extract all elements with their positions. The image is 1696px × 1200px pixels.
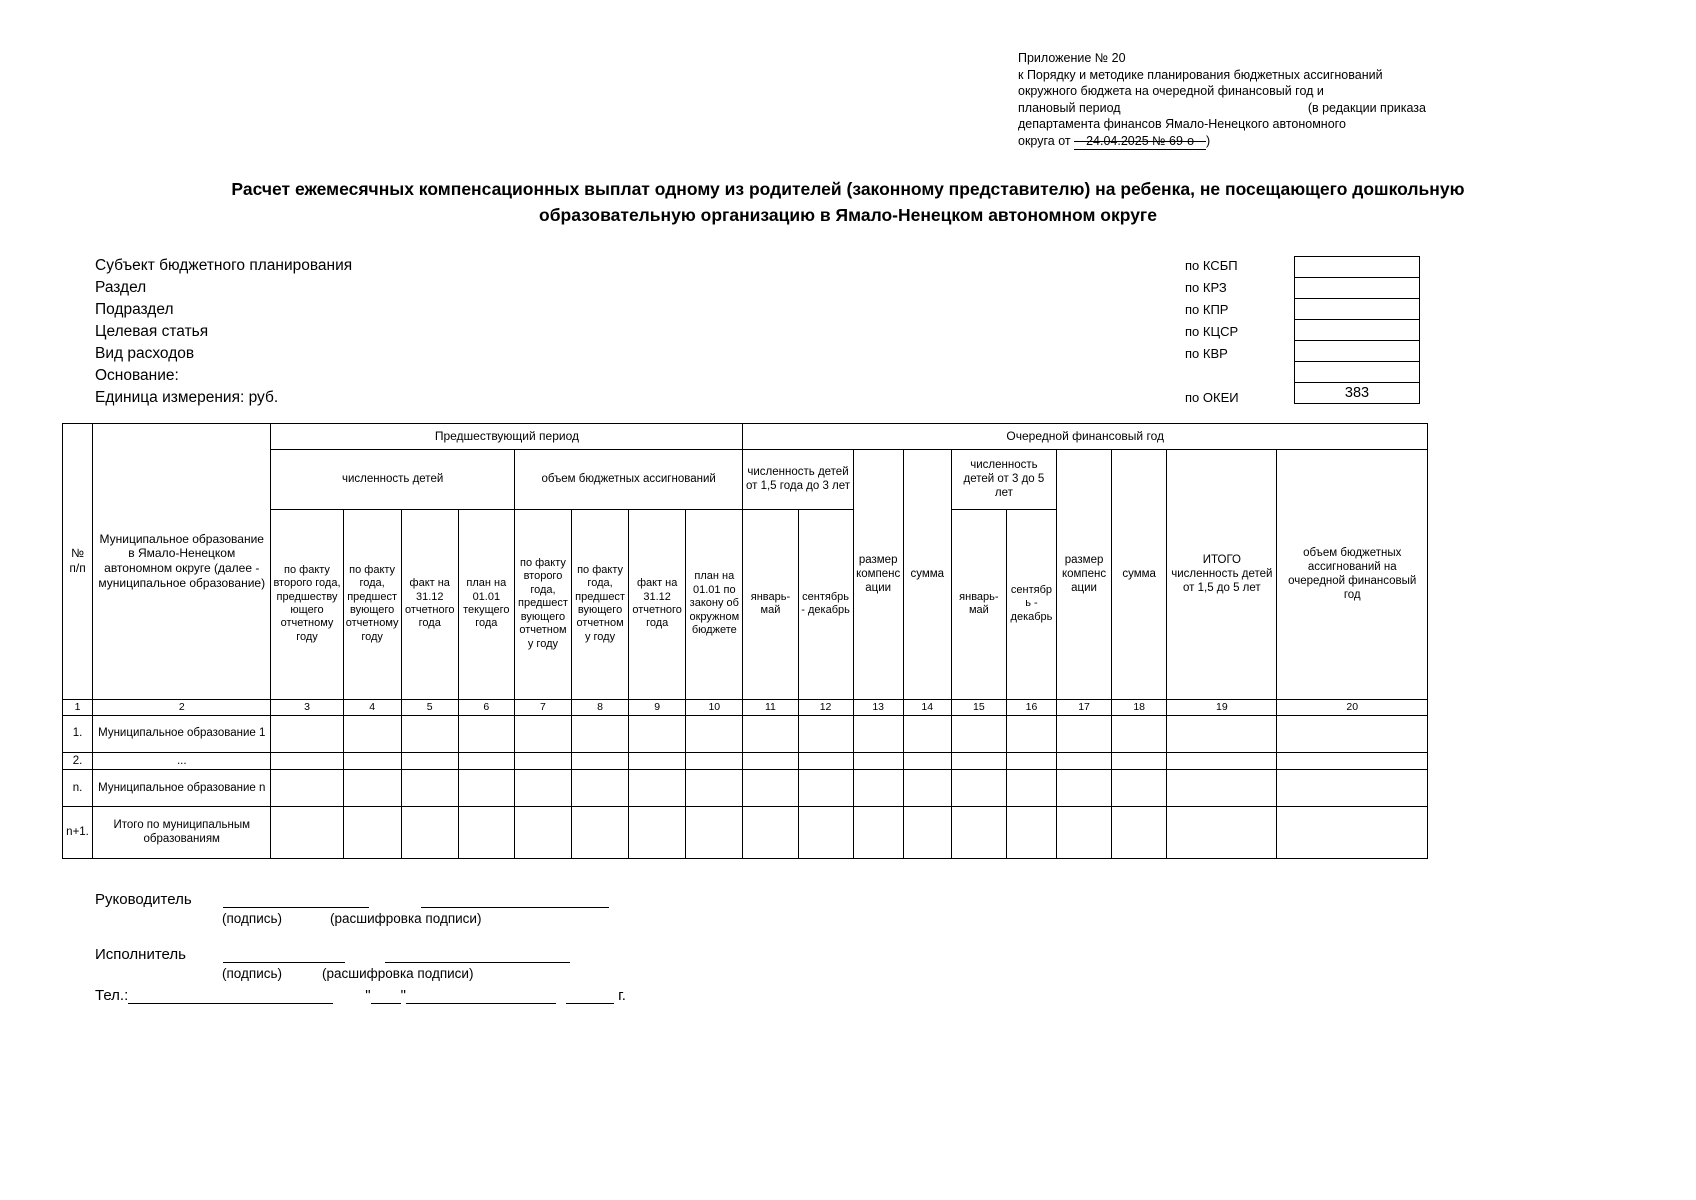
code-box-column <box>1294 256 1420 404</box>
appendix-line-3: окружного бюджета на очередной финансовый год и <box>1018 84 1324 98</box>
subheader-col-12: сентябрь - декабрь <box>798 509 853 699</box>
header-prev-period: Предшествующий период <box>271 423 743 449</box>
form-row-podrazdel <box>95 299 1428 321</box>
executor-signature-line <box>223 946 345 963</box>
phone-label: Тел.: <box>95 986 129 1004</box>
header-budget-volume: объем бюджетных ассигнований <box>514 449 743 509</box>
header-comp-size-1: размер компенсации <box>853 449 903 699</box>
colnum-cell: 12 <box>798 699 853 715</box>
table-row <box>63 715 1428 752</box>
empty-cell <box>514 806 571 858</box>
head-decode-line <box>421 891 609 908</box>
empty-cell <box>1006 806 1056 858</box>
empty-cell <box>271 715 343 752</box>
form-field-label: Целевая статья <box>95 322 209 340</box>
header-municipality: Муниципальное образование в Ямало-Ненецком автономном округе (далее - муниципальное образование) <box>93 423 271 699</box>
empty-cell <box>743 806 798 858</box>
empty-cell <box>743 752 798 769</box>
appendix-line-4-right: (в редакции приказа <box>1307 100 1426 115</box>
date-year-line <box>566 987 614 1004</box>
colnum-cell: 5 <box>401 699 458 715</box>
subheader-col-4: по факту года, предшествующего отчетному году <box>343 509 401 699</box>
code-box-osnovanie <box>1294 361 1420 383</box>
empty-cell <box>743 769 798 806</box>
empty-cell <box>458 806 514 858</box>
empty-cell <box>343 769 401 806</box>
colnum-cell: 7 <box>514 699 571 715</box>
empty-cell <box>401 752 458 769</box>
executor-decode-line <box>385 946 570 963</box>
empty-cell <box>686 715 743 752</box>
empty-cell <box>951 715 1006 752</box>
empty-cell <box>271 806 343 858</box>
subheader-col-8: по факту года, предшествующего отчетному году <box>572 509 629 699</box>
empty-cell <box>343 806 401 858</box>
empty-cell <box>572 752 629 769</box>
empty-cell <box>1057 752 1112 769</box>
form-code-label: по КПР <box>1185 302 1229 317</box>
phone-row <box>95 987 1696 1004</box>
empty-cell <box>629 715 686 752</box>
appendix-note <box>1018 0 1426 150</box>
table-row <box>63 752 1428 769</box>
empty-cell <box>1112 752 1167 769</box>
empty-cell <box>686 769 743 806</box>
date-quote-open: " <box>365 986 371 1004</box>
page-title-line-2: образовательную организацию в Ямало-Ненецком автономном округе <box>539 205 1157 226</box>
head-signature-row <box>95 891 1696 908</box>
page-title <box>0 176 1696 229</box>
colnum-cell: 14 <box>903 699 951 715</box>
subheader-col-7: по факту второго года, предшествующего отчетному году <box>514 509 571 699</box>
colnum-cell: 11 <box>743 699 798 715</box>
row-number-cell: 1. <box>63 715 93 752</box>
municipality-cell: ... <box>93 752 271 769</box>
colnum-cell: 13 <box>853 699 903 715</box>
header-fin-year: Очередной финансовый год <box>743 423 1428 449</box>
empty-cell <box>514 715 571 752</box>
empty-cell <box>1006 769 1056 806</box>
row-number-cell: n. <box>63 769 93 806</box>
code-box-kpr <box>1294 298 1420 320</box>
form-field-label: Вид расходов <box>95 344 195 362</box>
empty-cell <box>572 806 629 858</box>
form-code-label: по КВР <box>1185 346 1228 361</box>
signature-caption: (подпись) <box>222 910 283 926</box>
empty-cell <box>903 769 951 806</box>
table-row <box>63 806 1428 858</box>
empty-cell <box>686 752 743 769</box>
colnum-cell: 20 <box>1277 699 1428 715</box>
empty-cell <box>1277 752 1428 769</box>
empty-cell <box>1057 769 1112 806</box>
empty-cell <box>903 806 951 858</box>
calculation-table <box>62 423 1428 859</box>
empty-cell <box>629 806 686 858</box>
colnum-cell: 18 <box>1112 699 1167 715</box>
code-box-okei: 383 <box>1294 382 1420 404</box>
empty-cell <box>798 715 853 752</box>
form-code-label: по ОКЕИ <box>1185 390 1239 405</box>
form-field-label: Субъект бюджетного планирования <box>95 256 353 274</box>
empty-cell <box>686 806 743 858</box>
colnum-cell: 17 <box>1057 699 1112 715</box>
page-title-line-1: Расчет ежемесячных компенсационных выплат одному из родителей (законному представителю) на ребенка, не посещающего дошкольную <box>231 179 1465 199</box>
form-code-label: по КЦСР <box>1185 324 1239 339</box>
empty-cell <box>1112 806 1167 858</box>
empty-cell <box>853 752 903 769</box>
form-field-label: Основание: <box>95 366 179 384</box>
executor-captions-row <box>95 966 1696 981</box>
colnum-cell: 9 <box>629 699 686 715</box>
form-row-osnovanie <box>95 365 1428 387</box>
code-box-ksbp <box>1294 256 1420 278</box>
header-comp-size-2: размер компенсации <box>1057 449 1112 699</box>
form-row-razdel <box>95 277 1428 299</box>
empty-cell <box>401 806 458 858</box>
empty-cell <box>1277 769 1428 806</box>
empty-cell <box>458 769 514 806</box>
form-field-label: Раздел <box>95 278 147 296</box>
empty-cell <box>1167 806 1277 858</box>
row-number-cell: 2. <box>63 752 93 769</box>
code-box-kcsr <box>1294 319 1420 341</box>
appendix-line-2: к Порядку и методике планирования бюджетных ассигнований <box>1018 67 1383 82</box>
empty-cell <box>951 769 1006 806</box>
empty-cell <box>401 769 458 806</box>
empty-cell <box>458 715 514 752</box>
empty-cell <box>798 806 853 858</box>
appendix-line-6 <box>1018 133 1426 151</box>
empty-cell <box>798 769 853 806</box>
empty-cell <box>514 769 571 806</box>
empty-cell <box>903 752 951 769</box>
subheader-col-3: по факту второго года, предшествующего отчетному году <box>271 509 343 699</box>
empty-cell <box>1167 769 1277 806</box>
empty-cell <box>1057 715 1112 752</box>
header-total-children: ИТОГО численность детей от 1,5 до 5 лет <box>1167 449 1277 699</box>
empty-cell <box>1006 715 1056 752</box>
empty-cell <box>1006 752 1056 769</box>
empty-cell <box>853 806 903 858</box>
decode-caption: (расшифровка подписи) <box>330 910 482 926</box>
header-children-count: численность детей <box>271 449 514 509</box>
empty-cell <box>514 752 571 769</box>
subheader-col-11: январь-май <box>743 509 798 699</box>
signature-section <box>95 891 1696 1004</box>
empty-cell <box>572 715 629 752</box>
header-children-1-5-to-3: численность детей от 1,5 года до 3 лет <box>743 449 853 509</box>
subheader-col-15: январь-май <box>951 509 1006 699</box>
executor-signature-row <box>95 946 1696 963</box>
executor-label: Исполнитель <box>95 945 186 963</box>
year-suffix: г. <box>618 986 626 1004</box>
colnum-cell: 16 <box>1006 699 1056 715</box>
subheader-col-10: план на 01.01 по закону об окружном бюджете <box>686 509 743 699</box>
colnum-cell: 6 <box>458 699 514 715</box>
table-row <box>63 769 1428 806</box>
date-quote-close: " <box>400 986 406 1004</box>
empty-cell <box>1167 752 1277 769</box>
empty-cell <box>271 752 343 769</box>
empty-cell <box>743 715 798 752</box>
empty-cell <box>853 769 903 806</box>
phone-line <box>128 987 333 1004</box>
form-row-celevaya <box>95 321 1428 343</box>
empty-cell <box>951 752 1006 769</box>
empty-cell <box>798 752 853 769</box>
empty-cell <box>572 769 629 806</box>
empty-cell <box>343 715 401 752</box>
empty-cell <box>1277 806 1428 858</box>
colnum-cell: 4 <box>343 699 401 715</box>
colnum-cell: 1 <box>63 699 93 715</box>
signature-caption: (подпись) <box>222 965 283 981</box>
empty-cell <box>629 769 686 806</box>
empty-cell <box>1112 769 1167 806</box>
form-row-subject <box>95 255 1428 277</box>
empty-cell <box>629 752 686 769</box>
subheader-col-6: план на 01.01 текущего года <box>458 509 514 699</box>
subheader-col-9: факт на 31.12 отчетного года <box>629 509 686 699</box>
empty-cell <box>343 752 401 769</box>
empty-cell <box>1057 806 1112 858</box>
head-captions-row <box>95 911 1696 926</box>
header-row-1 <box>63 423 1428 449</box>
empty-cell <box>1277 715 1428 752</box>
municipality-cell: Муниципальное образование 1 <box>93 715 271 752</box>
form-field-label: Единица измерения: руб. <box>95 388 279 406</box>
appendix-order-prefix: округа от <box>1018 133 1071 148</box>
header-sum-2: сумма <box>1112 449 1167 699</box>
empty-cell <box>271 769 343 806</box>
row-number-cell: n+1. <box>63 806 93 858</box>
empty-cell <box>1167 715 1277 752</box>
header-children-3-to-5: численность детей от 3 до 5 лет <box>951 449 1056 509</box>
code-box-kvr <box>1294 340 1420 362</box>
form-code-label: по КСБП <box>1185 258 1238 273</box>
appendix-order-suffix: ) <box>1206 133 1211 148</box>
header-num: № п/п <box>63 423 93 699</box>
form-code-label: по КРЗ <box>1185 280 1227 295</box>
decode-caption: (расшифровка подписи) <box>322 965 474 981</box>
subheader-col-16: сентябрь - декабрь <box>1006 509 1056 699</box>
appendix-line-4-left: плановый период <box>1018 100 1121 115</box>
empty-cell <box>401 715 458 752</box>
colnum-cell: 3 <box>271 699 343 715</box>
colnum-cell: 19 <box>1167 699 1277 715</box>
header-sum-1: сумма <box>903 449 951 699</box>
colnum-cell: 2 <box>93 699 271 715</box>
head-label: Руководитель <box>95 890 192 908</box>
date-month-line <box>406 987 556 1004</box>
form-row-vid-rashodov <box>95 343 1428 365</box>
colnum-cell: 15 <box>951 699 1006 715</box>
appendix-line-4 <box>1018 100 1426 117</box>
empty-cell <box>903 715 951 752</box>
form-row-edinica <box>95 387 1428 409</box>
header-budget-fin-year: объем бюджетных ассигнований на очередной финансовый год <box>1277 449 1428 699</box>
date-day-line <box>371 987 401 1004</box>
form-field-label: Подраздел <box>95 300 174 318</box>
subheader-col-5: факт на 31.12 отчетного года <box>401 509 458 699</box>
municipality-cell: Муниципальное образование n <box>93 769 271 806</box>
appendix-order-date-struck: 24.04.2025 № 69-о <box>1074 133 1206 151</box>
municipality-cell: Итого по муниципальным образованиям <box>93 806 271 858</box>
form-section <box>95 255 1428 409</box>
column-numbers-row <box>63 699 1428 715</box>
colnum-cell: 8 <box>572 699 629 715</box>
code-box-krz <box>1294 277 1420 299</box>
empty-cell <box>458 752 514 769</box>
empty-cell <box>951 806 1006 858</box>
appendix-line-1: Приложение № 20 <box>1018 51 1126 65</box>
empty-cell <box>853 715 903 752</box>
head-signature-line <box>223 891 369 908</box>
colnum-cell: 10 <box>686 699 743 715</box>
appendix-line-5: департамента финансов Ямало-Ненецкого автономного <box>1018 117 1346 131</box>
empty-cell <box>1112 715 1167 752</box>
